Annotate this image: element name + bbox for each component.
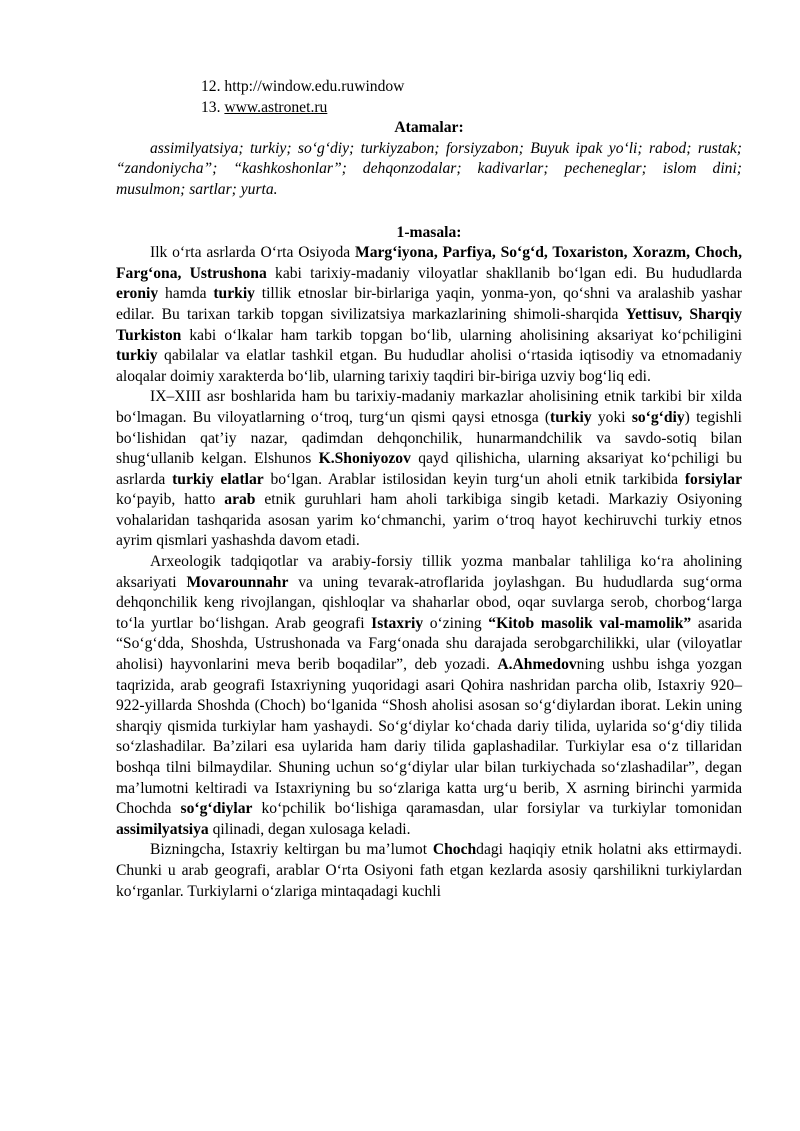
bold-term: Marg‘iyona, Parfiya, So‘g‘d, Toxariston, Xorazm, Choch, Farg‘ona, Ustrushona [116, 244, 742, 282]
text-run: bo‘lgan. Arablar istilosidan keyin turg‘un aholi etnik tarkibida [263, 470, 685, 488]
text-run: Ilk o‘rta asrlarda O‘rta Osiyoda [150, 244, 355, 262]
bold-term: Yettisuv, Sharqiy Turkiston [116, 305, 742, 344]
reference-item [201, 98, 742, 119]
text-run: ning ushbu ishga yozgan taqrizida, arab geografi Istaxriyning yuqoridagi asari Qohira nashridan parcha olib, Istaxriy 920–922-yillarda Shoshda (Choch) bo‘lganida “Shosh aholisi asosan so‘g‘diylardan iborat. Lekin uning sharqiy qismida turkiylar ham yashaydi. So‘g‘diylar ko‘chada dariy tilida, uylarida so‘g‘diy tilida so‘zlashadilar. Ba’zilari esa uylarida ham dariy tilida gaplashadilar. Turkiylar esa o‘z tillaridan boshqa tilni bilmaydilar. Shuning uchun so‘g‘diylar ular bilan turkiychada so‘zlashadilar”, degan ma’lumotni keltiradi va Istaxriyning bu so‘zlariga katta urg‘u berib, X asrning birinchi yarmida Chochda [116, 656, 743, 818]
text-run: o‘zining [423, 614, 489, 632]
text-run: tillik etnoslar bir-birlariga yaqin, yonma-yon, qo‘shni va aralashib yashar edilar. Bu tarixan tarkib topgan sivilizatsiya markazlarining shimoli-sharqida [116, 285, 742, 323]
text-run: ko‘payib, hatto [116, 491, 225, 509]
reference-number: 12. [201, 78, 221, 95]
bold-term: A.Ahmedov [497, 656, 577, 674]
bold-term: so‘g‘diylar [180, 800, 253, 818]
bold-term: eroniy [116, 285, 159, 303]
reference-item [201, 77, 742, 98]
keywords-text: assimilyatsiya; turkiy; so‘g‘diy; turkiyzabon; forsiyzabon; Buyuk ipak yo‘li; rabod; rustak; “zandoniycha”; “kashkoshonlar”; dehqonzodalar; kadivarlar; pecheneglar; islom dini; musulmon; sartlar; yurta. [116, 139, 742, 198]
text-run: Bizningcha, Istaxriy keltirgan bu ma’lumot [150, 841, 433, 859]
section-title: 1-masala: [396, 223, 462, 241]
text-run: qayd qilishicha, ularning aksariyat ko‘pchiligi bu asrlarda [116, 450, 742, 488]
bold-term: forsiylar [684, 470, 742, 488]
text-run: qilinadi, degan xulosaga keladi. [208, 820, 411, 838]
text-run: IX–XIII asr boshlarida ham bu tarixiy-madaniy markazlar aholisining etnik tarkibi bir xilda bo‘lmagan. Bu viloyatlarning o‘troq, turg‘un qismi qaysi etnosga ( [116, 388, 742, 426]
text-run: dagi haqiqiy etnik holatni aks ettirmaydi. Chunki u arab geografi, arablar O‘rta Osiyoni fath etgan kezlarda asosiy qarshilikni turkiylardan ko‘rganlar. Turkiylarni o‘zlariga mintaqadagi kuchli [116, 841, 742, 900]
text-run: kabi tarixiy-madaniy viloyatlar shakllanib bo‘lgan edi. Bu hududlarda [266, 264, 742, 282]
text-run: hamda [158, 285, 214, 303]
paragraph [116, 552, 742, 840]
paragraph [116, 387, 742, 552]
text-run: va uning tevarak-atroflarida joylashgan. Bu hududlarda sug‘orma dehqonchilik keng rivojlangan, qishloqlar va shaharlar obod, oqar suvlarga serob, chorbog‘larga to‘la yurtlar bo‘lishgan. Arab geografi [116, 573, 743, 632]
text-run: qabilalar va elatlar tashkil etgan. Bu hududlar aholisi o‘rtasida iqtisodiy va etnomadaniy aloqalar doimiy xarakterda bo‘lib, ularning tarixiy taqdiri bir-biriga uzviy bog‘liq edi. [116, 347, 742, 385]
bold-term: turkiy elatlar [172, 470, 264, 488]
keywords-title: Atamalar: [394, 119, 464, 137]
paragraph [116, 840, 742, 902]
text-run: ko‘pchilik bo‘lishiga qaramasdan, ular forsiylar va turkiylar tomonidan [252, 800, 742, 818]
bold-term: assimilyatsiya [116, 820, 209, 838]
reference-number: 13. [201, 98, 221, 116]
text-run: yoki [591, 408, 632, 426]
bold-term: Movarounnahr [186, 573, 289, 591]
document-page [116, 77, 742, 902]
text-run: asarida “So‘g‘dda, Shoshda, Ustrushonada va Farg‘onada shu darajada serobgarchilikki, ular (viloyatlar aholisi) hayvonlarini meva berib boqadilar”, deb yozadi. [116, 614, 742, 674]
paragraph [116, 243, 742, 387]
text-run: Arxeologik tadqiqotlar va arabiy-forsiy tillik yozma manbalar tahliliga ko‘ra aholining aksariyati [116, 553, 742, 591]
body-text [116, 243, 742, 902]
section-spacer [116, 201, 742, 223]
bold-term: arab [224, 491, 256, 509]
bold-term: Istaxriy [371, 614, 424, 632]
bold-term: “Kitob masolik val-mamolik” [488, 614, 692, 632]
bold-term: so‘g‘diy [631, 408, 685, 426]
bold-term: K.Shoniyozov [318, 450, 411, 468]
text-run: etnik guruhlari ham aholi tarkibiga singib ketadi. Markaziy Osiyoning vohalaridan tashqarida asosan yarim ko‘chmanchi, yarim o‘troq hayot kechiruvchi turkiy etnos ayrim qismlari yashashda davom etadi. [116, 491, 742, 550]
bold-term: turkiy [116, 347, 158, 365]
reference-list [201, 77, 742, 118]
text-run: ) tegishli bo‘lishidan qat’iy nazar, qadimdan dehqonchilik, hunarmandchilik va savdo-sotiq bilan shug‘ullanib kelgan. Elshunos [116, 408, 742, 468]
reference-link[interactable]: www.astronet.ru [224, 98, 328, 116]
text-run: kabi o‘lkalar ham tarkib topgan bo‘lib, ularning aholisining aksariyat ko‘pchiligini [181, 326, 742, 344]
bold-term: turkiy [213, 285, 255, 303]
reference-text: http://window.edu.ruwindow [224, 78, 405, 95]
bold-term: Choch [432, 841, 477, 859]
bold-term: turkiy [550, 408, 592, 426]
